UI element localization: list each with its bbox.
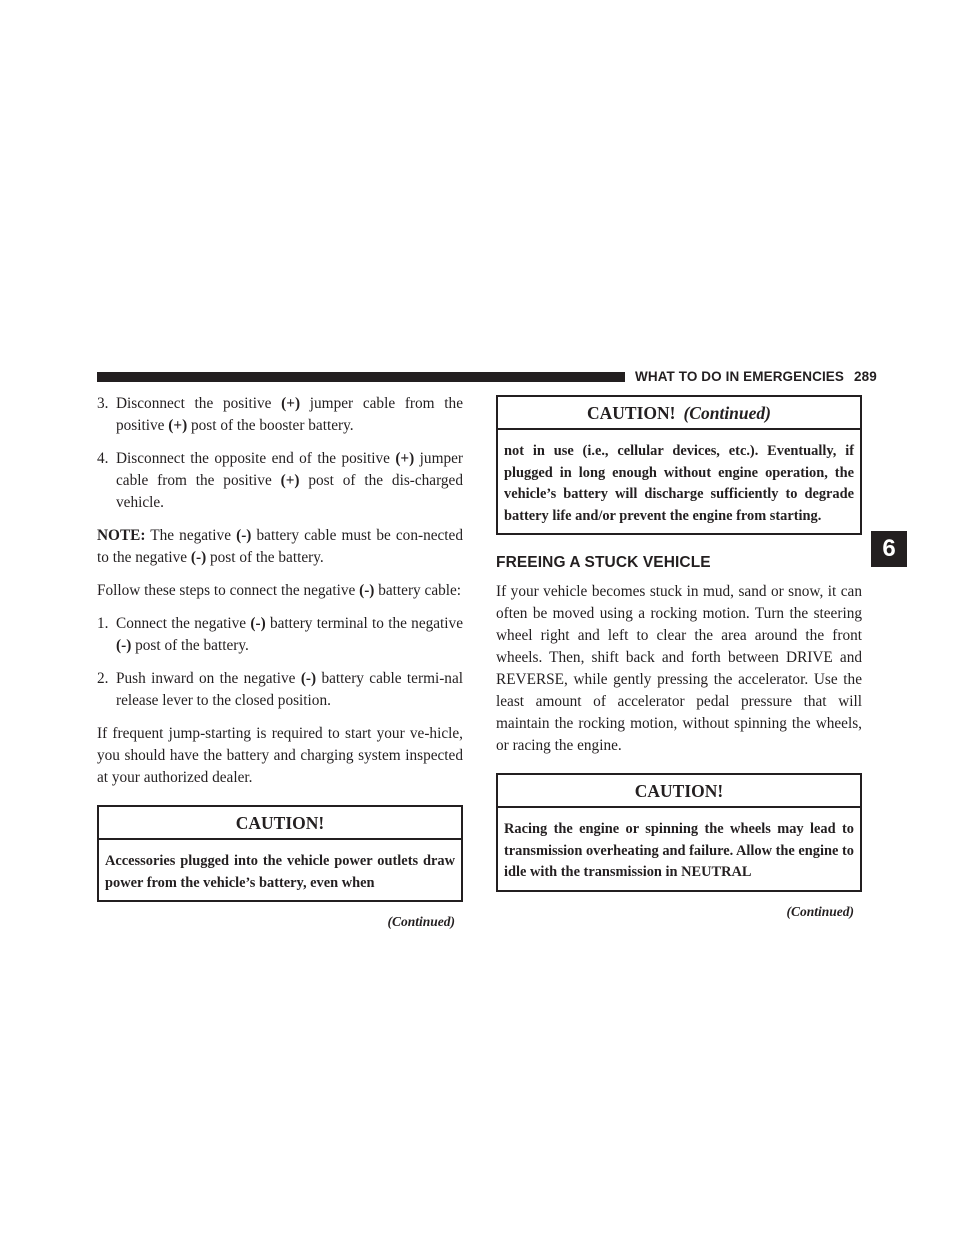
step-text: Push inward on the negative xyxy=(116,670,301,687)
section-heading: FREEING A STUCK VEHICLE xyxy=(496,554,711,571)
step-number: 3. xyxy=(97,395,109,412)
caution-title: CAUTION! xyxy=(99,807,461,840)
negative-symbol: (-) xyxy=(116,637,132,654)
continued-label: (Continued) xyxy=(786,903,854,919)
caution-box xyxy=(496,773,862,892)
step-text: post of the battery. xyxy=(131,637,249,654)
step-text: jumper cable from the positive xyxy=(116,395,463,434)
step-text: post of the booster battery. xyxy=(187,417,354,434)
note-paragraph xyxy=(97,525,463,569)
positive-symbol: (+) xyxy=(168,417,188,434)
right-column xyxy=(496,393,862,923)
step-4 xyxy=(97,448,463,514)
negative-symbol: (-) xyxy=(300,670,317,687)
running-header xyxy=(635,367,877,387)
caution-title: CAUTION! xyxy=(498,775,860,808)
left-column xyxy=(97,393,463,933)
positive-symbol: (+) xyxy=(281,395,301,412)
caution-text: Accessories plugged into the vehicle power outlets draw power from the vehicle’s battery, even when xyxy=(105,853,455,891)
caution-title-text: CAUTION! xyxy=(586,403,676,423)
caution-text: Racing the engine or spinning the wheels may lead to transmission overheating and failure. Allow the engine to idle with the transmission in NEUTRAL xyxy=(504,821,854,880)
section-title: WHAT TO DO IN EMERGENCIES xyxy=(635,369,845,384)
step-1 xyxy=(97,613,463,657)
negative-symbol: (-) xyxy=(359,582,375,599)
caution-continued-suffix: (Continued) xyxy=(683,403,771,423)
positive-symbol: (+) xyxy=(395,450,415,467)
step-text: post of the dis-charged vehicle. xyxy=(116,472,463,511)
chapter-tab: 6 xyxy=(871,531,907,567)
follow-paragraph xyxy=(97,580,463,602)
note-text: battery cable must be con-nected to the negative xyxy=(97,527,463,566)
step-3 xyxy=(97,393,463,437)
step-text: battery terminal to the negative xyxy=(265,615,463,632)
step-number: 2. xyxy=(97,670,109,687)
body-text: Follow these steps to connect the negative xyxy=(97,582,360,599)
step-text: battery cable termi-nal release lever to the closed position. xyxy=(116,670,463,709)
body-text: battery cable: xyxy=(374,582,462,599)
continued-label: (Continued) xyxy=(387,914,455,929)
frequent-jump-paragraph: If frequent jump-starting is required to start your ve-hicle, you should have the battery and charging system inspected at your authorized dealer. xyxy=(97,725,463,786)
header-rule xyxy=(97,372,625,382)
step-text: jumper cable from the positive xyxy=(116,450,463,489)
step-number: 1. xyxy=(97,615,109,632)
note-label: NOTE: xyxy=(97,527,146,544)
negative-symbol: (-) xyxy=(236,527,252,544)
caution-text: not in use (i.e., cellular devices, etc.). Eventually, if plugged in long enough without engine operation, the vehicle’s battery will discharge sufficiently to degrade battery life and/or prevent the engine from starting. xyxy=(504,443,854,524)
stuck-vehicle-paragraph: If your vehicle becomes stuck in mud, sand or snow, it can often be moved using a rocking motion. Turn the steering wheel right and left to clear the area around the front wheels. Then, shift back and forth between DRIVE and REVERSE, while gently pressing the accelerator. Use the least amount of accelerator pedal pressure that will maintain the rocking motion, without spinning the wheels, or racing the engine. xyxy=(496,583,862,754)
step-text: Disconnect the positive xyxy=(116,395,282,412)
step-2 xyxy=(97,668,463,712)
note-text: post of the battery. xyxy=(206,549,324,566)
note-text: The negative xyxy=(145,527,237,544)
caution-title xyxy=(498,397,860,430)
step-text: Connect the negative xyxy=(116,615,251,632)
negative-symbol: (-) xyxy=(250,615,266,632)
step-number: 4. xyxy=(97,450,109,467)
caution-box-continued xyxy=(496,395,862,535)
negative-symbol: (-) xyxy=(190,549,207,566)
positive-symbol: (+) xyxy=(280,472,300,489)
step-text: Disconnect the opposite end of the positive xyxy=(116,450,396,467)
page-number: 289 xyxy=(854,369,877,384)
caution-box xyxy=(97,805,463,902)
